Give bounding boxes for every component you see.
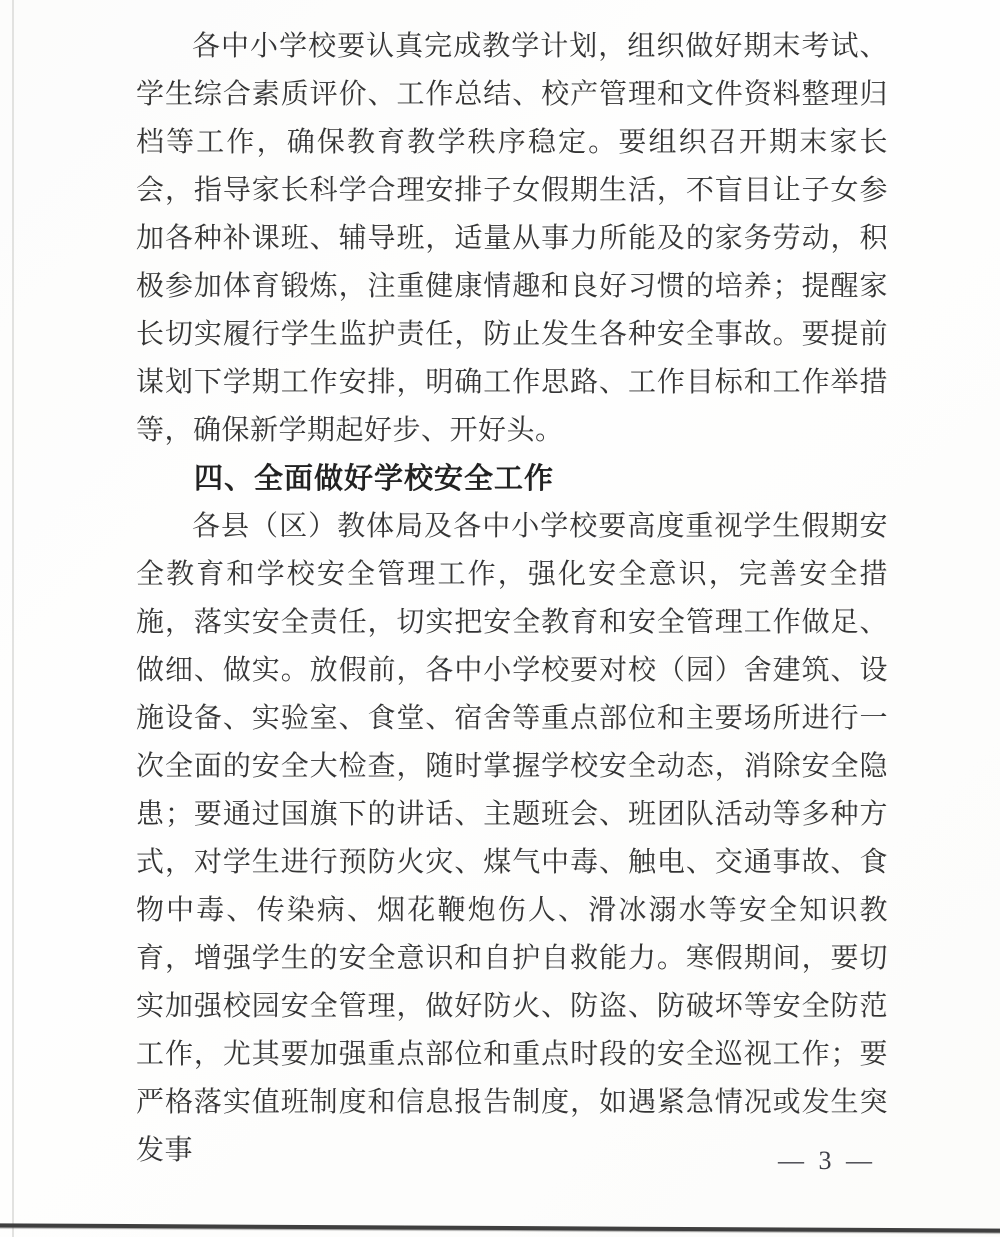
page-number: — 3 — — [778, 1146, 876, 1175]
section-heading-school-safety: 四、全面做好学校安全工作 — [194, 463, 555, 495]
scan-edge-bottom-line — [0, 1223, 1000, 1232]
paragraph-safety-work: 各县（区）教体局及各中小学校要高度重视学生假期安全教育和学校安全管理工作，强化安全意识，完善安全措施，落实安全责任，切实把安全教育和安全管理工作做足、做细、做实。放假前，各中小学校要对校（园）舍建筑、设施设备、实验室、食堂、宿舍等重点部位和主要场所进行一次全面的安全大检查，随时掌握学校安全动态，消除安全隐患；要通过国旗下的讲话、主题班会、班团队活动等多种方式，对学生进行预防火灾、煤气中毒、触电、交通事故、食物中毒、传染病、烟花鞭炮伤人、滑冰溺水等安全知识教育，增强学生的安全意识和自护自救能力。寒假期间，要切实加强校园安全管理，做好防火、防盗、防破坏等安全防范工作，尤其要加强重点部位和重点时段的安全巡视工作；要严格落实值班制度和信息报告制度，如遇紧急情况或发生突发事 — [136, 511, 888, 1166]
scan-edge-left-line — [12, 0, 14, 1237]
paragraph-semester-end-work: 各中小学校要认真完成教学计划，组织做好期末考试、学生综合素质评价、工作总结、校产管理和文件资料整理归档等工作，确保教育教学秩序稳定。要组织召开期末家长会，指导家长科学合理安排子女假期生活，不盲目让子女参加各种补课班、辅导班，适量从事力所能及的家务劳动，积极参加体育锻炼，注重健康情趣和良好习惯的培养；提醒家长切实履行学生监护责任，防止发生各种安全事故。要提前谋划下学期工作安排，明确工作思路、工作目标和工作举措等，确保新学期起好步、开好头。 — [136, 31, 888, 446]
document-content — [136, 23, 888, 1175]
